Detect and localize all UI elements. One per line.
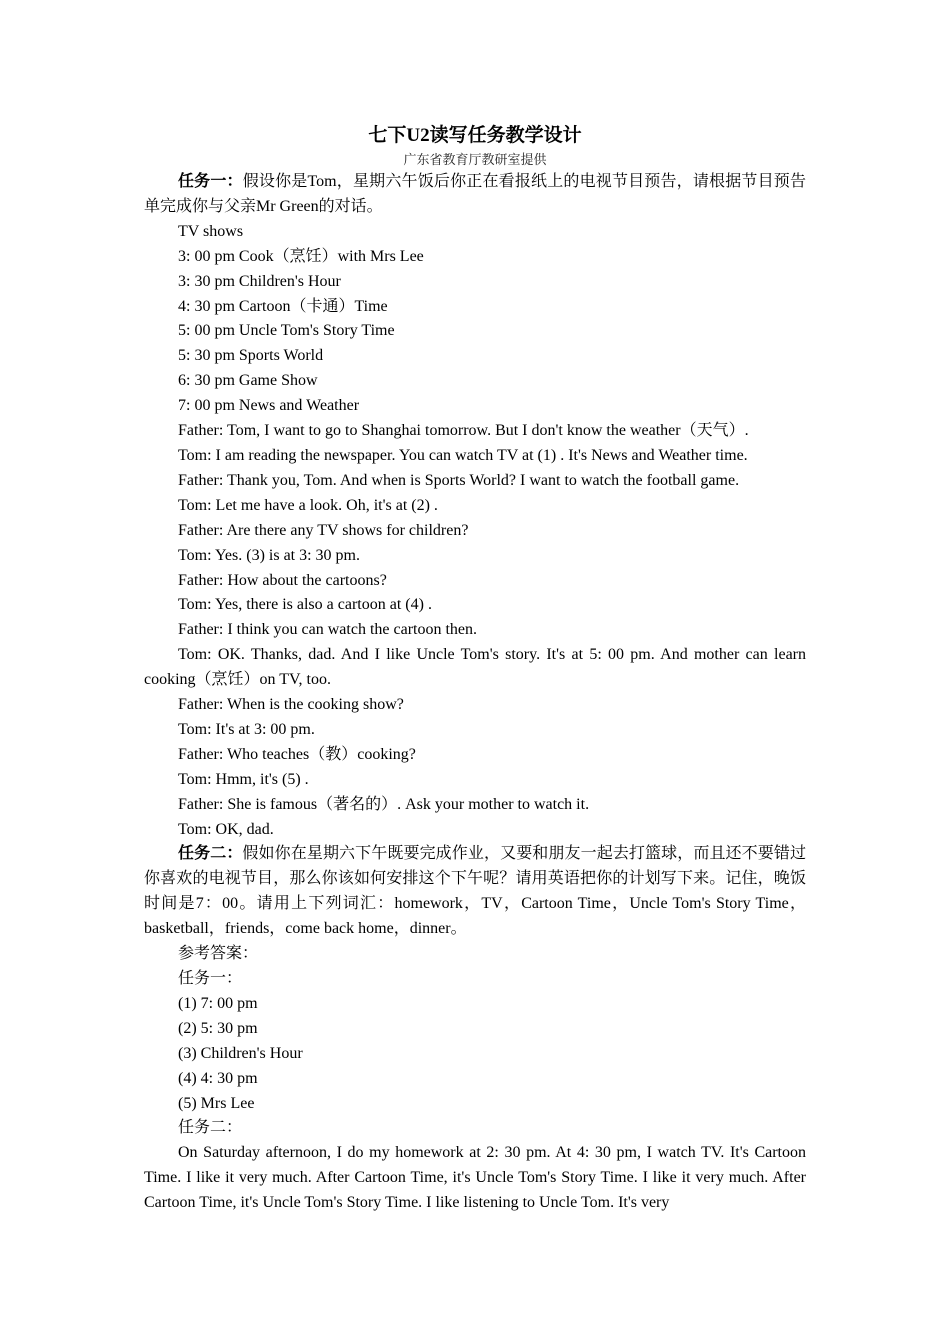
dialogue-line: Tom: OK. Thanks, dad. And I like Uncle Tom's story. It's at 5: 00 pm. And mother can learn cooking（烹饪）on TV, too. [144, 646, 806, 689]
dialogue-line: Father: Tom, I want to go to Shanghai tomorrow. But I don't know the weather（天气）. [178, 422, 749, 440]
dialogue-line: Father: Are there any TV shows for children? [178, 521, 469, 539]
dialogue-line: Tom: Hmm, it's (5) . [178, 770, 309, 788]
schedule-line: 5: 00 pm Uncle Tom's Story Time [178, 322, 395, 340]
answer-item: (4) 4: 30 pm [178, 1069, 258, 1087]
schedule-line: 5: 30 pm Sports World [178, 347, 324, 365]
dialogue-line: Tom: Yes. (3) is at 3: 30 pm. [178, 546, 360, 564]
dialogue-line: Father: When is the cooking show? [178, 696, 404, 714]
answers-section [144, 942, 806, 1216]
dialogue-line: Tom: It's at 3: 00 pm. [178, 720, 315, 738]
schedule-line: TV shows [178, 222, 244, 240]
schedule-line: 7: 00 pm News and Weather [178, 397, 360, 415]
dialogue-line: Father: Thank you, Tom. And when is Sports World? I want to watch the football game. [178, 471, 740, 489]
task2-intro: 假如你在星期六下午既要完成作业，又要和朋友一起去打篮球，而且还不要错过你喜欢的电视节目，那么你该如何安排这个下午呢？请用英语把你的计划写下来。记住，晚饭时间是7：00。请用上下列词汇：homework，TV，Cartoon Time，Uncle Tom's Story Time，basketball，friends，come back home，dinner。 [144, 845, 806, 938]
answers-heading: 参考答案： [178, 945, 259, 963]
schedule-line: 4: 30 pm Cartoon（卡通）Time [178, 297, 388, 315]
schedule-line: 3: 00 pm Cook（烹饪）with Mrs Lee [178, 247, 424, 265]
dialogue-line: Tom: OK, dad. [178, 820, 274, 838]
dialogue-line: Tom: I am reading the newspaper. You can watch TV at (1) . It's News and Weather time. [178, 446, 748, 464]
dialogue-line: Father: I think you can watch the cartoon then. [178, 621, 478, 639]
page-title: 七下U2读写任务教学设计 [368, 125, 582, 146]
dialogue-line: Father: She is famous（著名的）. Ask your mother to watch it. [178, 795, 590, 813]
answer-item: (1) 7: 00 pm [178, 994, 258, 1012]
schedule-line: 6: 30 pm Game Show [178, 372, 318, 390]
tv-schedule [144, 220, 806, 419]
answers-task2-label: 任务二： [178, 1119, 243, 1137]
answer-item: (3) Children's Hour [178, 1044, 303, 1062]
answer-item: (2) 5: 30 pm [178, 1019, 258, 1037]
dialogue-line: Tom: Let me have a look. Oh, it's at (2) . [178, 496, 438, 514]
dialogue-line: Father: Who teaches（教）cooking? [178, 745, 416, 763]
task2-paragraph [144, 842, 806, 942]
task2-label: 任务二： [178, 845, 243, 863]
task1-intro: 假设你是Tom，星期六午饭后你正在看报纸上的电视节目预告，请根据节目预告单完成你与父亲Mr Green的对话。 [144, 173, 806, 215]
schedule-line: 3: 30 pm Children's Hour [178, 272, 341, 290]
document-page [144, 122, 806, 1216]
dialogue [144, 419, 806, 842]
page-subtitle: 广东省教育厅教研室提供 [403, 152, 547, 167]
answer-essay: On Saturday afternoon, I do my homework at 2: 30 pm. At 4: 30 pm, I watch TV. It's Cartoon Time. I like it very much. After Cartoon Time, it's Uncle Tom's Story Time. I like it very much. After Cartoon Time, it's Uncle Tom's Story Time. I like listening to Uncle Tom. It's very [144, 1144, 806, 1212]
dialogue-line: Father: How about the cartoons? [178, 571, 387, 589]
task1-label: 任务一： [178, 173, 243, 190]
task1-paragraph [144, 170, 806, 220]
answer-item: (5) Mrs Lee [178, 1094, 255, 1112]
dialogue-line: Tom: Yes, there is also a cartoon at (4) . [178, 596, 432, 614]
answers-task1-label: 任务一： [178, 970, 243, 987]
